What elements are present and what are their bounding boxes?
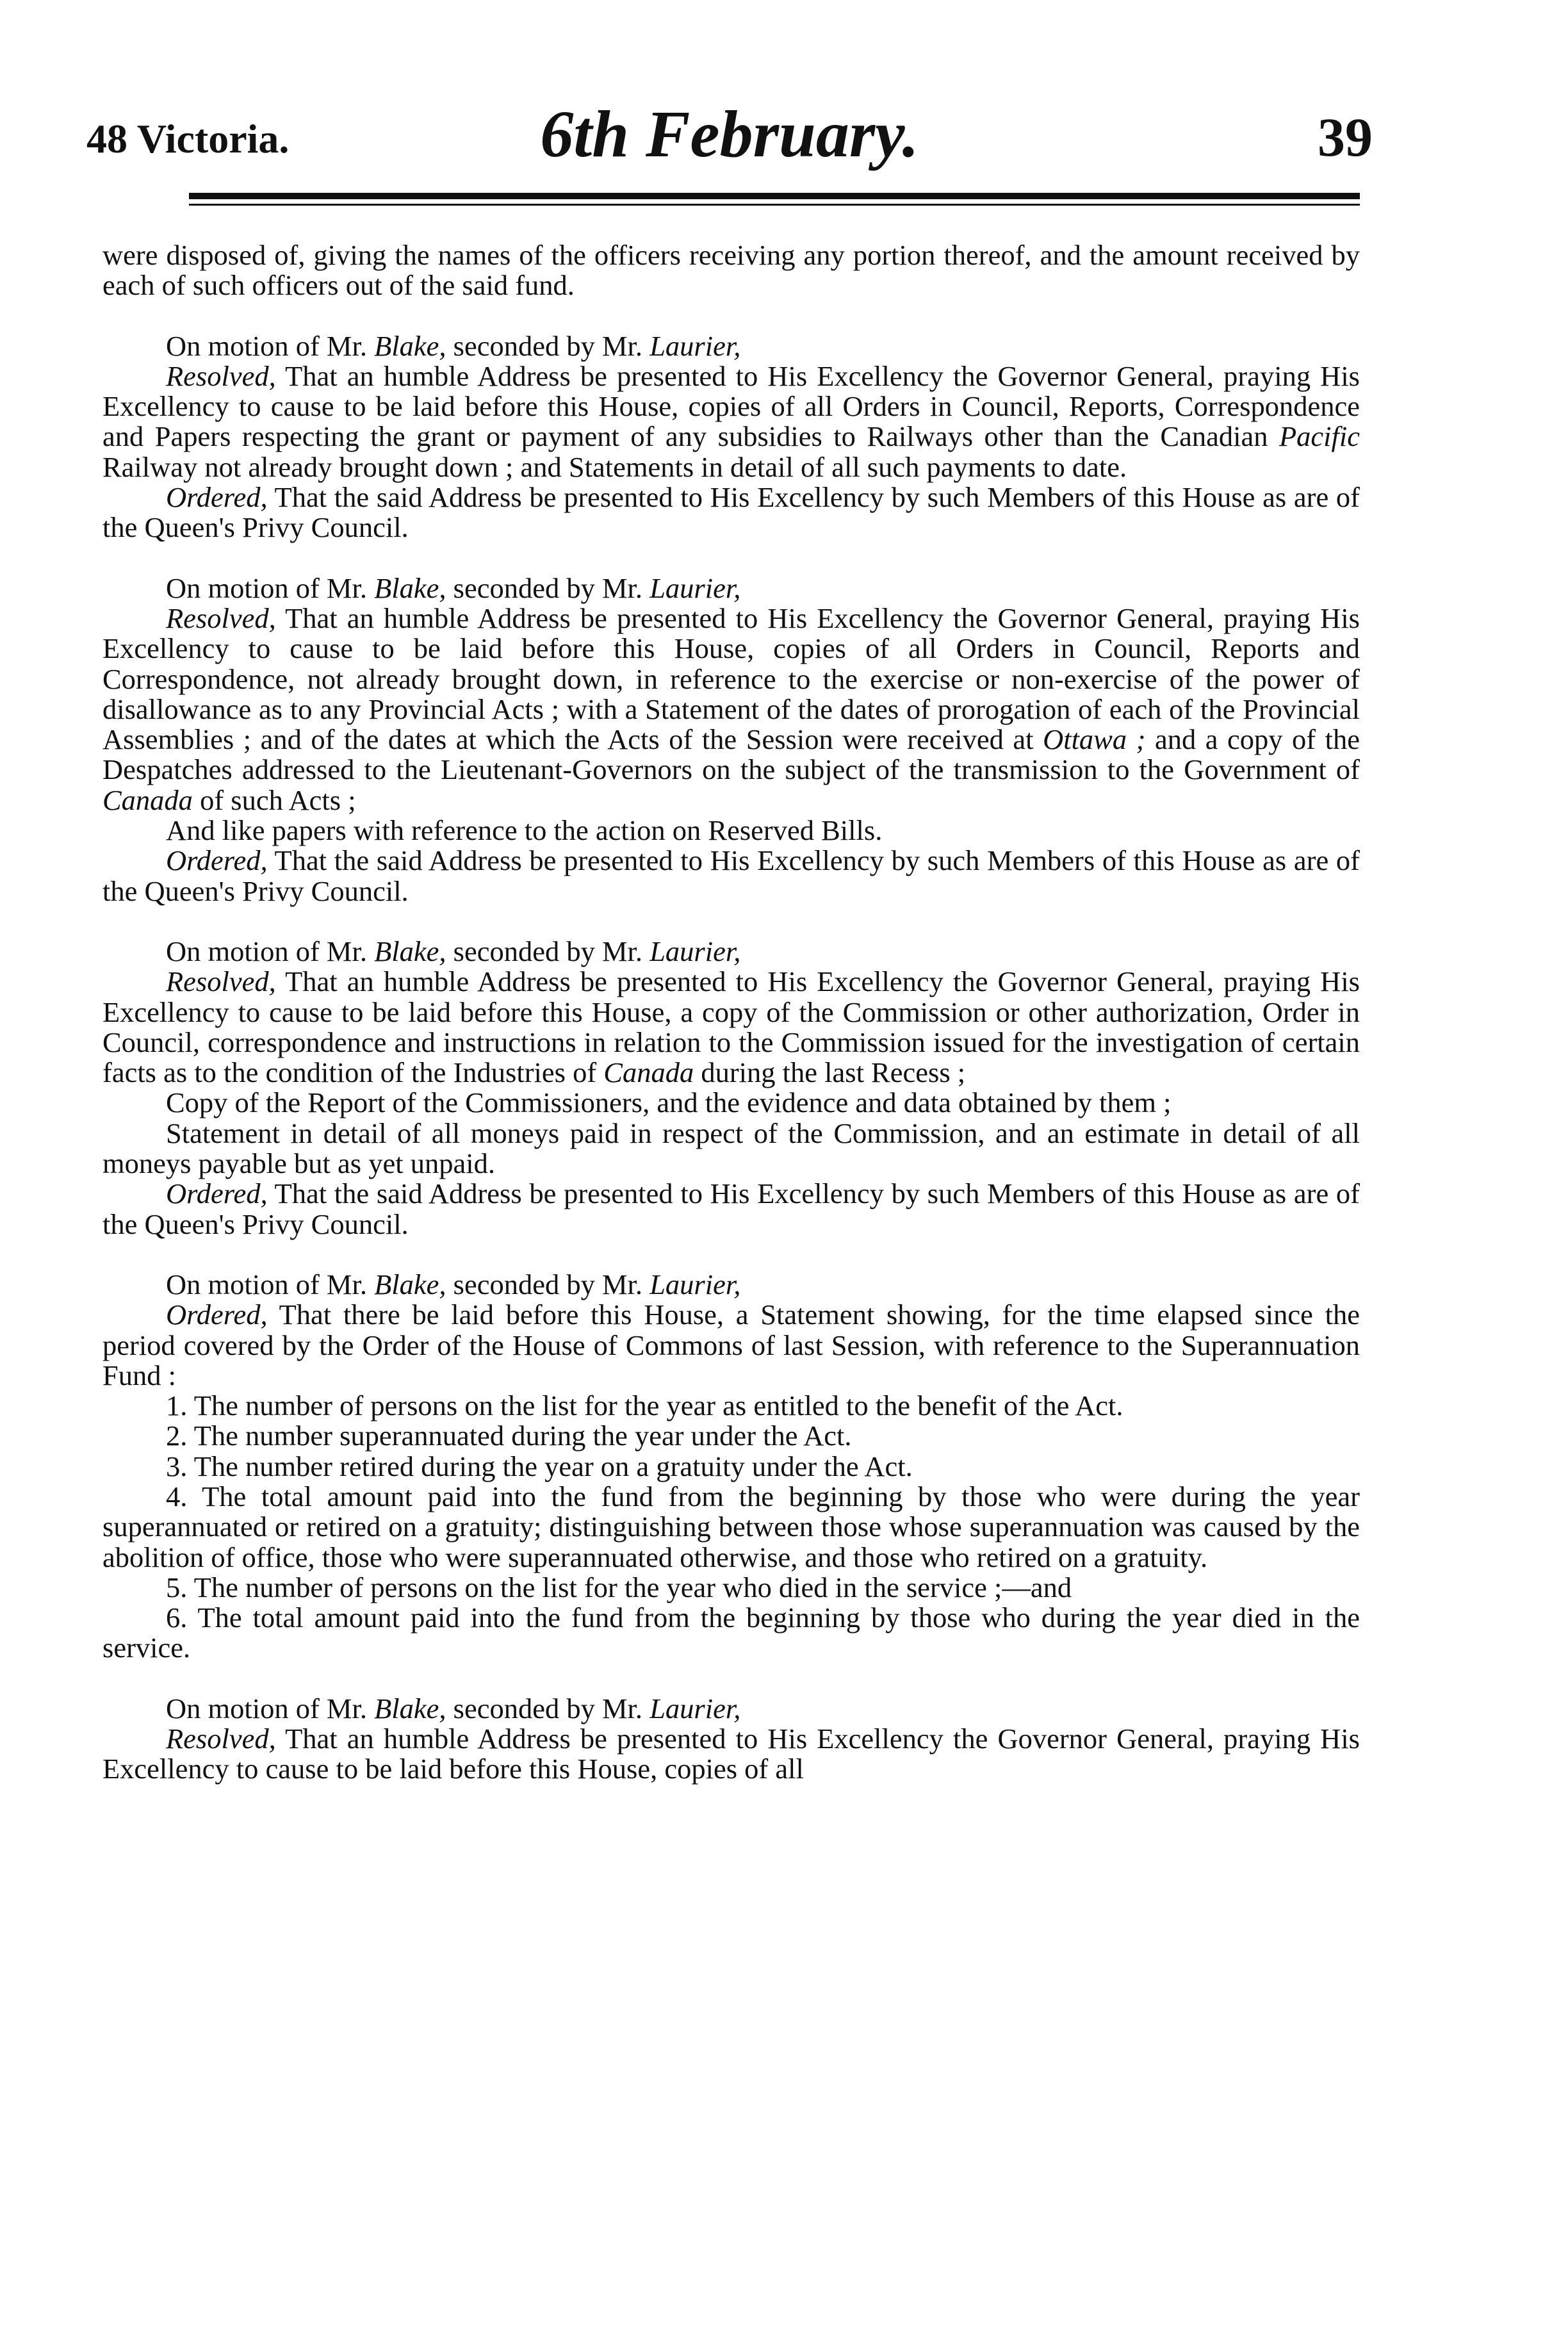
order-paragraph: Ordered, That there be laid before this House, a Statement showing, for the time elapsed since the period covered by the Order of the House of Commons of last Session, with reference to the Superannuation Fund : (102, 1298, 1360, 1391)
motion-line: On motion of Mr. Blake, seconded by Mr. Laurier, (166, 935, 741, 967)
header-rule-thin (189, 204, 1360, 206)
resolution-paragraph: Resolved, That an humble Address be presented to His Excellency the Governor General, praying His Excellency to cause to be laid before this House, a copy of the Commission or other authorization, Order in Council, correspondence and instructions in relation to the Commission issued for the investigation of certain facts as to the condition of the Industries of Canada during the last Recess ; (102, 965, 1360, 1089)
order-paragraph: Ordered, That the said Address be presented to His Excellency by such Members of this House as are of the Queen's Privy Council. (102, 1177, 1360, 1240)
page-number: 39 (1318, 106, 1373, 168)
list-item: 3. The number retired during the year on a gratuity under the Act. (166, 1450, 913, 1482)
resolution-paragraph: Resolved, That an humble Address be presented to His Excellency the Governor General, praying His Excellency to cause to be laid before this House, copies of all (102, 1723, 1360, 1785)
motion-line: On motion of Mr. Blake, seconded by Mr. Laurier, (166, 571, 741, 604)
regnal-year: 48 Victoria. (86, 116, 290, 161)
order-paragraph: Ordered, That the said Address be presented to His Excellency by such Members of this House as are of the Queen's Privy Council. (102, 844, 1360, 907)
page-date: 6th February. (540, 97, 919, 171)
motion-line: On motion of Mr. Blake, seconded by Mr. Laurier, (166, 329, 741, 362)
list-item: 5. The number of persons on the list for the year who died in the service ;—and (166, 1571, 1072, 1603)
resolution-paragraph: Resolved, That an humble Address be presented to His Excellency the Governor General, praying His Excellency to cause to be laid before this House, copies of all Orders in Council, Reports, Correspondence and Papers respecting the grant or payment of any subsidies to Railways other than the Canadian Pacific Railway not already brought down ; and Statements in detail of all such payments to date. (102, 359, 1360, 483)
additional-request: And like papers with reference to the action on Reserved Bills. (166, 814, 883, 847)
motion-line: On motion of Mr. Blake, seconded by Mr. Laurier, (166, 1268, 741, 1300)
list-item: 4. The total amount paid into the fund from the beginning by those who were during the year superannuated or retired on a gratuity; distinguishing between those whose superannuation was caused by the abolition of office, those who were superannuated otherwise, and those who retired on a gratuity. (102, 1480, 1360, 1573)
continued-paragraph: were disposed of, giving the names of the officers receiving any portion thereof, and the amount received by each of such officers out of the said fund. (102, 239, 1360, 302)
order-paragraph: Ordered, That the said Address be presented to His Excellency by such Members of this House as are of the Queen's Privy Council. (102, 481, 1360, 544)
motion-line: On motion of Mr. Blake, seconded by Mr. Laurier, (166, 1692, 741, 1724)
page-header (86, 96, 1373, 173)
resolution-paragraph: Resolved, That an humble Address be presented to His Excellency the Governor General, praying His Excellency to cause to be laid before this House, copies of all Orders in Council, Reports and Correspondence, not already brought down, in reference to the exercise or non-exercise of the power of disallowance as to any Provincial Acts ; with a Statement of the dates of prorogation of each of the Provincial Assemblies ; and of the dates at which the Acts of the Session were received at Ottawa ; and a copy of the Despatches addressed to the Lieutenant-Governors on the subject of the transmission to the Government of Canada of such Acts ; (102, 602, 1360, 816)
journal-body (102, 240, 1360, 1785)
list-item: 1. The number of persons on the list for the year as entitled to the benefit of the Act. (166, 1389, 1123, 1422)
list-item: 2. The number superannuated during the year under the Act. (166, 1420, 852, 1452)
list-item: 6. The total amount paid into the fund from the beginning by those who during the year died in the service. (102, 1601, 1360, 1664)
header-rule-thick (189, 193, 1360, 199)
copy-request: Copy of the Report of the Commissioners, and the evidence and data obtained by them ; (166, 1086, 1172, 1119)
statement-request: Statement in detail of all moneys paid in respect of the Commission, and an estimate in detail of all moneys payable but as yet unpaid. (102, 1117, 1360, 1180)
